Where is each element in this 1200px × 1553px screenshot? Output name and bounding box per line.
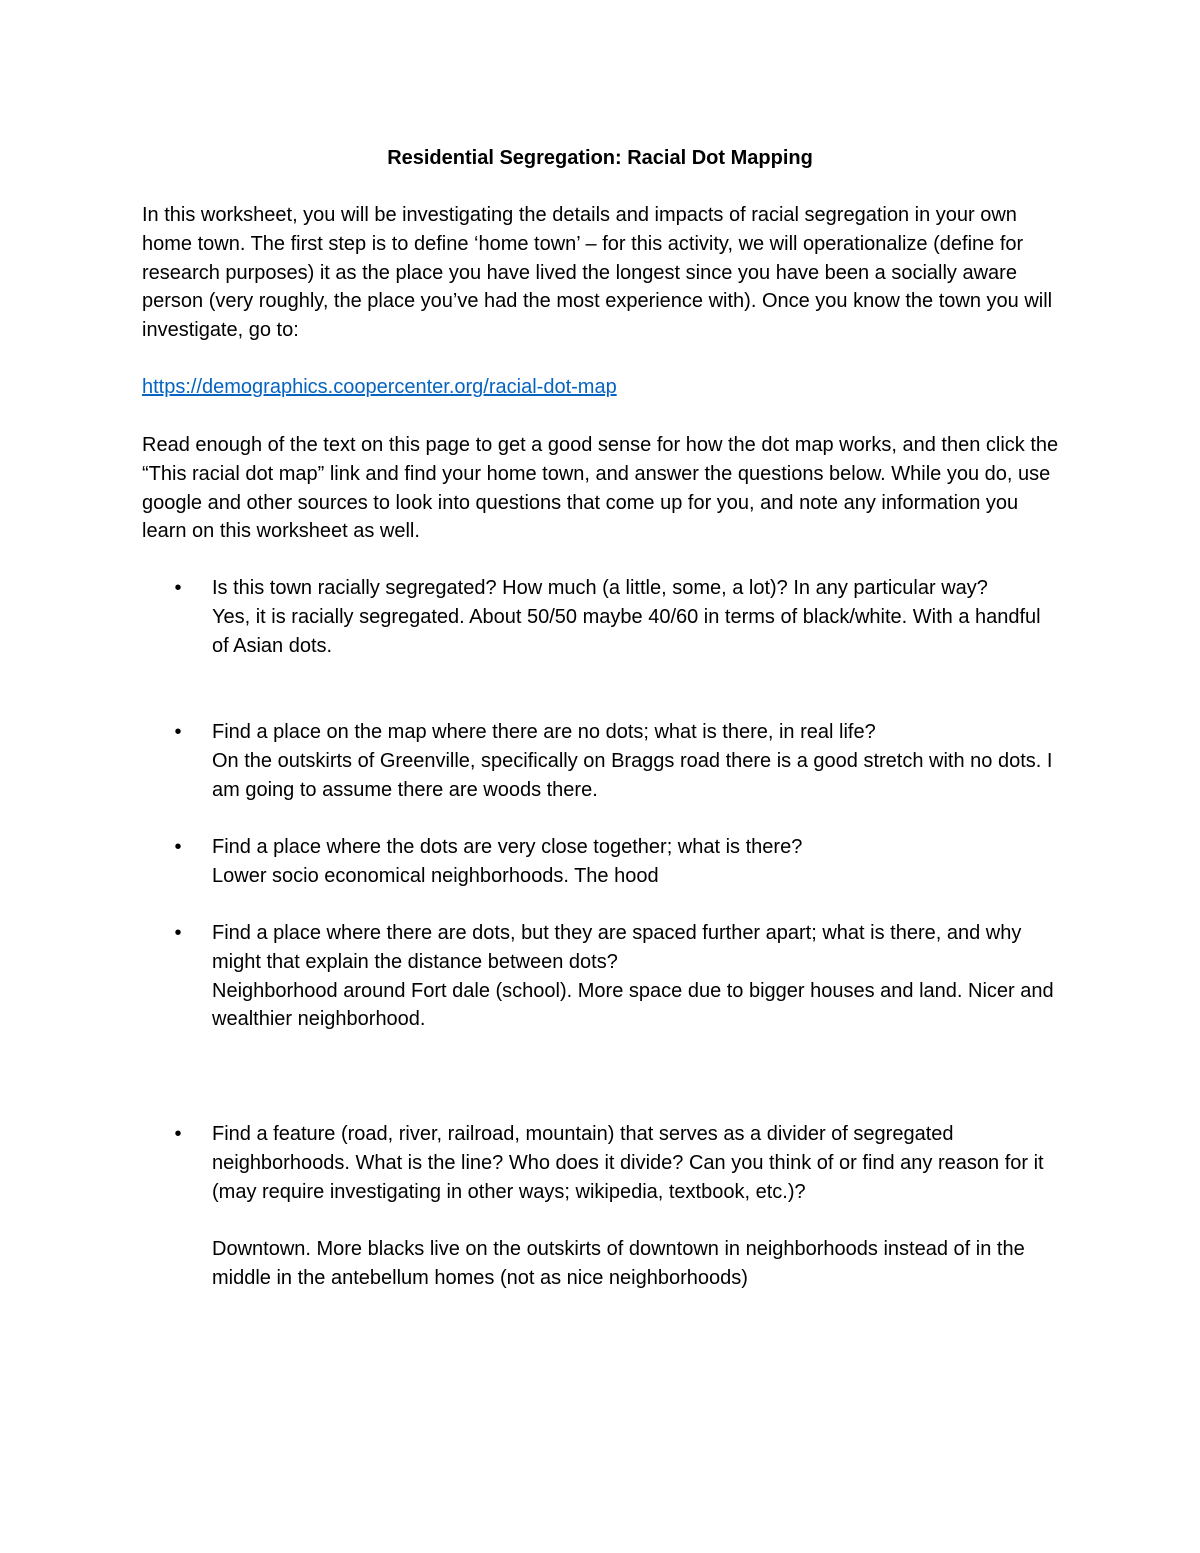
question-body [212,833,1062,891]
answer-text: On the outskirts of Greenville, specifically on Braggs road there is a good stretch with no dots. I am going to assume there are woods there. [212,749,1053,801]
bullet-icon: • [174,922,182,944]
question-body [212,919,1062,1034]
spacer [212,1206,1062,1235]
question-body [212,1120,1062,1293]
question-body [212,718,1062,804]
intro-paragraph: In this worksheet, you will be investigating the details and impacts of racial segregation in your own home town. The first step is to define ‘home town’ – for this activity, we will operationalize (define for research purposes) it as the place you have lived the longest since you have been a socially aware person (very roughly, the place you’ve had the most experience with). Once you know the town you will investigate, go to: [142,204,1053,342]
question-text: Find a place where the dots are very close together; what is there? [212,836,803,858]
question-text: Find a feature (road, river, railroad, mountain) that serves as a divider of segregated neighborhoods. What is the line? Who does it divide? Can you think of or find any reason for it (may require investigating in other ways; wikipedia, textbook, etc.)? [212,1123,1044,1203]
bullet-icon: • [174,577,182,599]
bullet-icon: • [174,836,182,858]
answer-text: Neighborhood around Fort dale (school). More space due to bigger houses and land. Nicer and wealthier neighborhood. [212,979,1054,1031]
racial-dot-map-link[interactable]: https://demographics.coopercenter.org/racial-dot-map [142,376,617,398]
question-text: Find a place on the map where there are no dots; what is there, in real life? [212,721,876,743]
answer-text: Lower socio economical neighborhoods. The hood [212,864,659,887]
answer-text: Yes, it is racially segregated. About 50/50 maybe 40/60 in terms of black/white. With a handful of Asian dots. [212,605,1041,657]
bullet-icon: • [174,1123,182,1145]
page-title: Residential Segregation: Racial Dot Mapping [387,147,813,169]
answer-text: Downtown. More blacks live on the outskirts of downtown in neighborhoods instead of in the middle in the antebellum homes (not as nice neighborhoods) [212,1238,1025,1289]
link-line [142,373,1062,402]
bullet-icon: • [174,721,182,743]
question-body [212,574,1062,660]
question-text: Find a place where there are dots, but they are spaced further apart; what is there, and why might that explain the distance between dots? [212,922,1022,973]
instructions-paragraph: Read enough of the text on this page to get a good sense for how the dot map works, and then click the “This racial dot map” link and find your home town, and answer the questions below. While you do, use google and other sources to look into questions that come up for you, and note any information you learn on this worksheet as well. [142,434,1059,543]
question-text: Is this town racially segregated? How much (a little, some, a lot)? In any particular way? [212,577,988,599]
